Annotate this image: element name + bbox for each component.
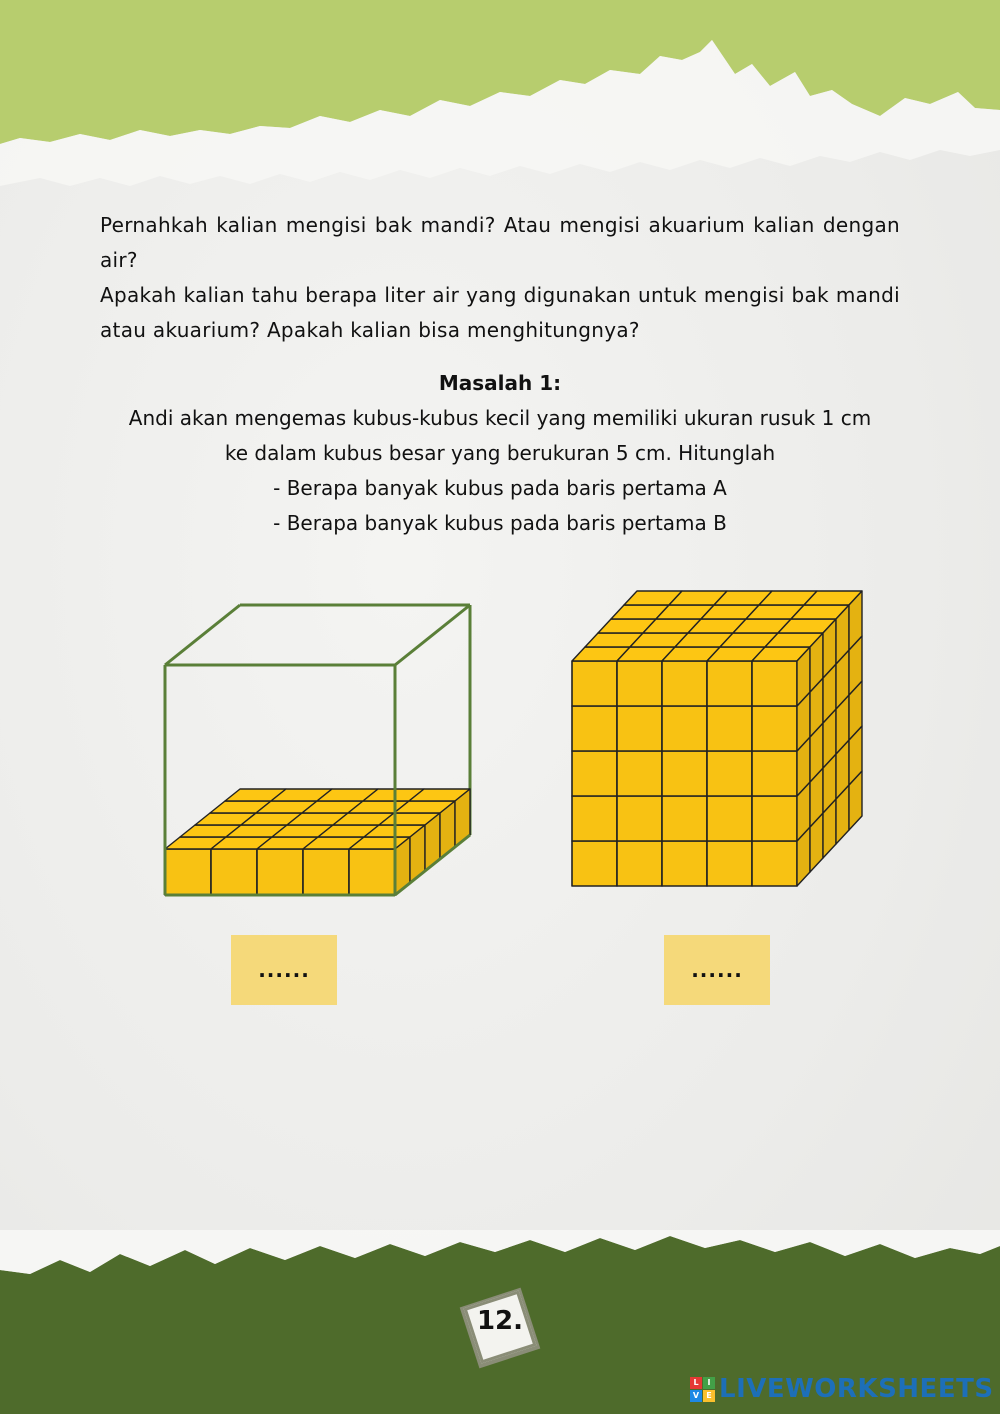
cube-front-face bbox=[707, 706, 752, 751]
cube-front-face bbox=[572, 706, 617, 751]
logo-letter-l: L bbox=[690, 1377, 702, 1389]
problem-question-b: - Berapa banyak kubus pada baris pertama B bbox=[273, 511, 727, 535]
answer-a-placeholder: ...... bbox=[258, 958, 310, 982]
cube-front-face bbox=[617, 661, 662, 706]
cube-front-face bbox=[662, 706, 707, 751]
logo-letter-v: V bbox=[690, 1390, 702, 1402]
cube-front-face bbox=[617, 706, 662, 751]
cube-front-face bbox=[349, 849, 395, 895]
figure-b-full-cube bbox=[560, 580, 890, 900]
cube-front-face bbox=[303, 849, 349, 895]
page-number: 12. bbox=[476, 1306, 524, 1336]
problem-question-a: - Berapa banyak kubus pada baris pertama A bbox=[273, 476, 727, 500]
cube-front-face bbox=[211, 849, 257, 895]
cube-front-face bbox=[257, 849, 303, 895]
intro-line-1: Pernahkah kalian mengisi bak mandi? Atau mengisi akuarium kalian dengan air? bbox=[100, 213, 900, 272]
cube-front-face bbox=[572, 751, 617, 796]
intro-paragraph bbox=[100, 208, 900, 348]
torn-paper-top bbox=[0, 0, 1000, 240]
cube-front-face bbox=[662, 841, 707, 886]
cube-front-face bbox=[572, 841, 617, 886]
page-number-badge bbox=[458, 1292, 542, 1368]
cube-front-face bbox=[752, 796, 797, 841]
problem-line-1: Andi akan mengemas kubus-kubus kecil yang memiliki ukuran rusuk 1 cm bbox=[128, 406, 872, 430]
cube-front-face bbox=[617, 841, 662, 886]
cube-front-face bbox=[707, 751, 752, 796]
answer-input-a[interactable] bbox=[231, 935, 337, 1005]
problem-block bbox=[100, 366, 900, 541]
cube-front-face bbox=[572, 661, 617, 706]
cube-front-face bbox=[617, 751, 662, 796]
cube-front-face bbox=[707, 661, 752, 706]
logo-letter-i: I bbox=[703, 1377, 715, 1389]
logo-text: LIVEWORKSHEETS bbox=[719, 1374, 994, 1404]
cube-front-face bbox=[707, 796, 752, 841]
cube-front-face bbox=[572, 796, 617, 841]
cube-front-face bbox=[617, 796, 662, 841]
logo-grid-icon bbox=[690, 1377, 715, 1402]
problem-line-2: ke dalam kubus besar yang berukuran 5 cm. Hitunglah bbox=[224, 441, 776, 465]
logo-letter-e: E bbox=[703, 1390, 715, 1402]
answer-input-b[interactable] bbox=[664, 935, 770, 1005]
cube-front-face bbox=[752, 751, 797, 796]
cube-front-face bbox=[752, 841, 797, 886]
cube-front-face bbox=[707, 841, 752, 886]
problem-title: Masalah 1: bbox=[438, 371, 562, 395]
answer-b-placeholder: ...... bbox=[691, 958, 743, 982]
cube-front-face bbox=[662, 796, 707, 841]
liveworksheets-logo bbox=[690, 1372, 994, 1406]
cube-front-face bbox=[165, 849, 211, 895]
cube-front-face bbox=[752, 706, 797, 751]
intro-line-2: Apakah kalian tahu berapa liter air yang digunakan untuk mengisi bak mandi atau akuarium? Apakah kalian bisa menghitungnya? bbox=[100, 283, 900, 342]
cube-front-face bbox=[662, 751, 707, 796]
cube-front-face bbox=[662, 661, 707, 706]
wire-edge bbox=[395, 605, 470, 665]
wire-edge bbox=[165, 605, 240, 665]
figure-a-layer-in-box bbox=[150, 575, 490, 905]
cube-front-face bbox=[752, 661, 797, 706]
